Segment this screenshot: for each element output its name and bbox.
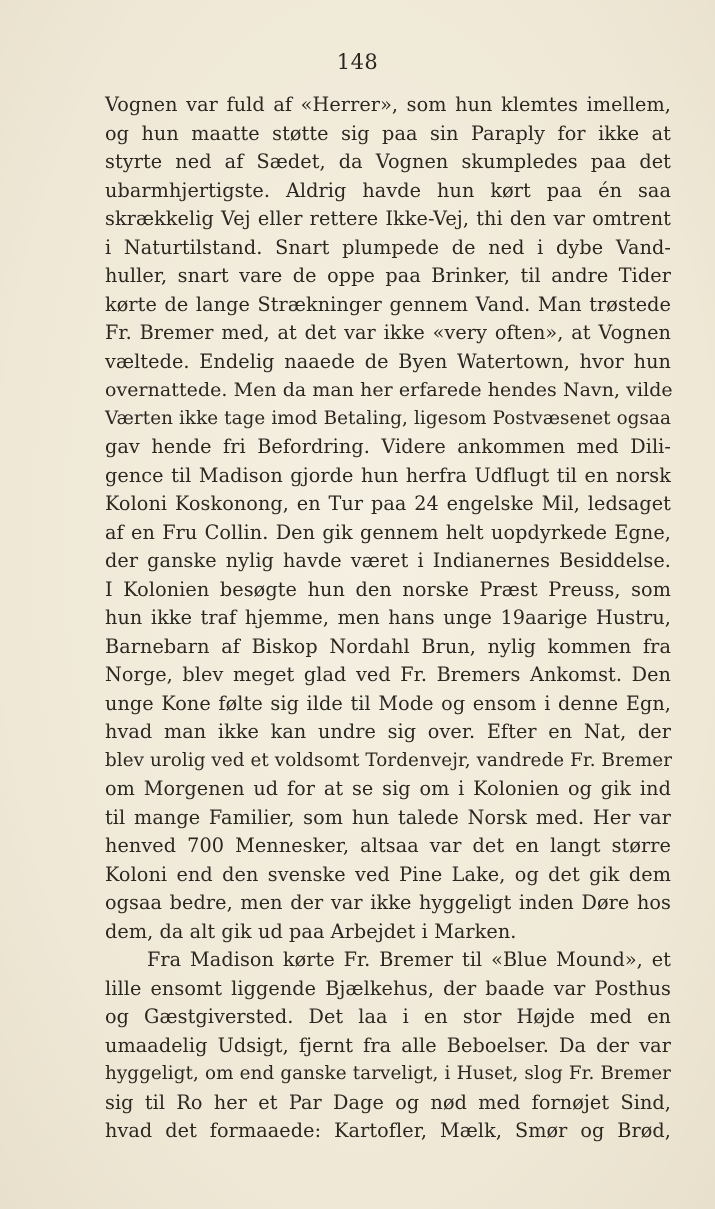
text-line: og hun maatte støtte sig paa sin Paraply for ikke at [105, 121, 671, 145]
text-line: henved 700 Mennesker, altsaa var det en langt større [105, 834, 671, 857]
text-line: Fra Madison kørte Fr. Bremer til «Blue Mound», et [147, 948, 671, 971]
text-line: unge Kone følte sig ilde til Mode og ensom i denne Egn, [105, 691, 671, 715]
text-line: umaadelig Udsigt, fjernt fra alle Beboelser. Da der var [105, 1033, 671, 1057]
text-line: dem, da alt gik ud paa Arbejdet i Marken. [105, 919, 517, 943]
text-line: og Gæstgiversted. Det laa i en stor Højde med en [105, 1005, 671, 1028]
text-line: hvad det formaaede: Kartofler, Mælk, Smør og Brød, [105, 1119, 671, 1142]
text-line: Norge, blev meget glad ved Fr. Bremers Ankomst. Den [105, 663, 671, 686]
text-line: der ganske nylig havde været i Indianernes Besiddelse. [105, 549, 671, 572]
text-line: Vognen var fuld af «Herrer», som hun klemtes imellem, [105, 93, 671, 116]
text-line: Koloni end den svenske ved Pine Lake, og det gik dem [105, 862, 671, 886]
text-line: hvad man ikke kan undre sig over. Efter en Nat, der [105, 720, 671, 743]
text-line: skrækkelig Vej eller rettere Ikke-Vej, thi den var omtrent [105, 207, 671, 230]
text-line: I Kolonien besøgte hun den norske Præst Preuss, som [105, 577, 671, 601]
text-line: i Naturtilstand. Snart plumpede de ned i dybe Vand- [105, 235, 671, 259]
text-line: sig til Ro her et Par Dage og nød med fornøjet Sind, [105, 1090, 671, 1114]
text-line: styrte ned af Sædet, da Vognen skumpledes paa det [105, 150, 671, 173]
text-line: kørte de lange Strækninger gennem Vand. Man trøstede [105, 292, 671, 316]
body-text [105, 91, 671, 1146]
text-line: Barnebarn af Biskop Nordahl Brun, nylig kommen fra [105, 634, 671, 658]
text-line: til mange Familier, som hun talede Norsk med. Her var [105, 805, 671, 829]
text-line: gence til Madison gjorde hun herfra Udflugt til en norsk [105, 463, 671, 487]
text-line: Koloni Koskonong, en Tur paa 24 engelske Mil, ledsaget [105, 492, 671, 515]
text-line: gav hende fri Befordring. Videre ankommen med Dili- [105, 435, 671, 458]
page-number: 148 [336, 50, 379, 74]
text-line: Værten ikke tage imod Betaling, ligesom Postvæsenet ogsaa [105, 407, 671, 429]
text-line: ubarmhjertigste. Aldrig havde hun kørt paa én saa [105, 178, 671, 202]
text-line: ogsaa bedre, men der var ikke hyggeligt inden Døre hos [105, 891, 671, 914]
text-line: overnattede. Men da man her erfarede hendes Navn, vilde [105, 379, 673, 401]
text-line: hun ikke traf hjemme, men hans unge 19aarige Hustru, [105, 606, 671, 629]
text-line: huller, snart vare de oppe paa Brinker, til andre Tider [105, 264, 671, 287]
text-line: lille ensomt liggende Bjælkehus, der baade var Posthus [105, 976, 671, 1000]
text-line: hyggeligt, om end ganske tarveligt, i Huset, slog Fr. Bremer [105, 1063, 671, 1084]
text-line: af en Fru Collin. Den gik gennem helt uopdyrkede Egne, [105, 520, 671, 544]
text-line: Fr. Bremer med, at det var ikke «very often», at Vognen [105, 321, 671, 344]
text-line: om Morgenen ud for at se sig om i Kolonien og gik ind [105, 777, 671, 800]
text-line: blev urolig ved et voldsomt Tordenvejr, vandrede Fr. Bremer [105, 749, 673, 771]
text-line: væltede. Endelig naaede de Byen Watertown, hvor hun [105, 349, 671, 373]
